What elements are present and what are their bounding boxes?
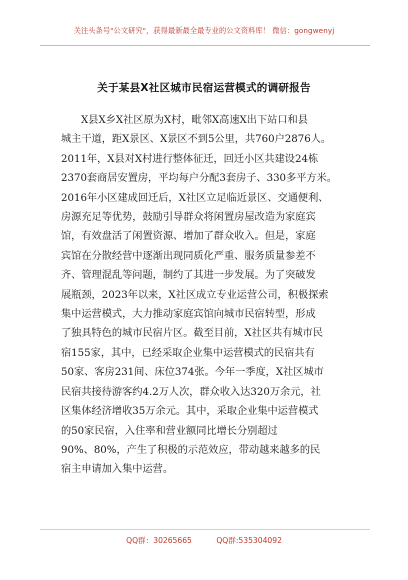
body-line: 宾馆在分散经营中逐渐出现同质化严重、服务质量参差不: [61, 250, 316, 262]
body-line: 房源充足等优势，鼓励引导群众将闲置房屋改造为家庭宾: [61, 212, 316, 224]
body-line: 区集体经济增收35万余元。其中，采取企业集中运营模式: [61, 406, 319, 418]
body-line: 50家、客房231间、床位374张。今年一季度，X社区城市: [61, 367, 324, 379]
header-banner: 关注头条号"公文研究"，获得最新最全最专业的公文资料库！ 微信：gongwenyj: [73, 26, 335, 35]
footer: [0, 535, 408, 546]
body-line: 齐、管理混乱等问题，制约了其进一步发展。为了突破发: [61, 270, 316, 282]
body-line: 宿主申请加入集中运营。: [61, 464, 174, 476]
body-line: 2016年小区建成回迁后，X社区立足临近景区、交通便利、: [61, 192, 329, 204]
body-line: X县X乡X社区原为X村，毗邻X高速X出下站口和县: [81, 115, 308, 126]
body-line: 城主干道，距X景区、X景区不到5公里，共760户2876人。: [61, 134, 332, 146]
document-body: [61, 111, 350, 480]
body-line: 90%、80%，产生了积极的示范效应，带动越来越多的民: [61, 444, 321, 456]
body-line: 的50家民宿，入住率和营业额同比增长分别超过: [61, 425, 278, 437]
footer-divider: [40, 529, 370, 530]
footer-qq-group-1: QQ群：30265665: [126, 536, 192, 545]
body-line: 馆，有效盘活了闲置资源、增加了群众收入。但是，家庭: [61, 231, 316, 243]
body-line: 2011年，X县对X村进行整体征迁，回迁小区共建设24栋: [61, 153, 319, 165]
body-line: 了独具特色的城市民宿片区。截至目前，X社区共有城市民: [61, 328, 323, 340]
body-line: 展瓶颈，2023年以来，X社区成立专业运营公司，积极探索: [61, 289, 329, 301]
document-title: 关于某县X社区城市民宿运营模式的调研报告: [97, 82, 311, 94]
body-line: 宿155家，其中，已经采取企业集中运营模式的民宿共有: [61, 347, 315, 359]
body-line: 2370套商居安置房，平均每户分配3套房子、330多平方米。: [61, 173, 337, 185]
body-line: 民宿共接待游客约4.2万人次，群众收入达320万余元，社: [61, 386, 321, 398]
footer-qq-group-2: QQ群:535304092: [216, 536, 282, 545]
header-divider: [40, 45, 370, 46]
body-line: 集中运营模式，大力推动家庭宾馆向城市民宿转型，形成: [61, 309, 316, 321]
